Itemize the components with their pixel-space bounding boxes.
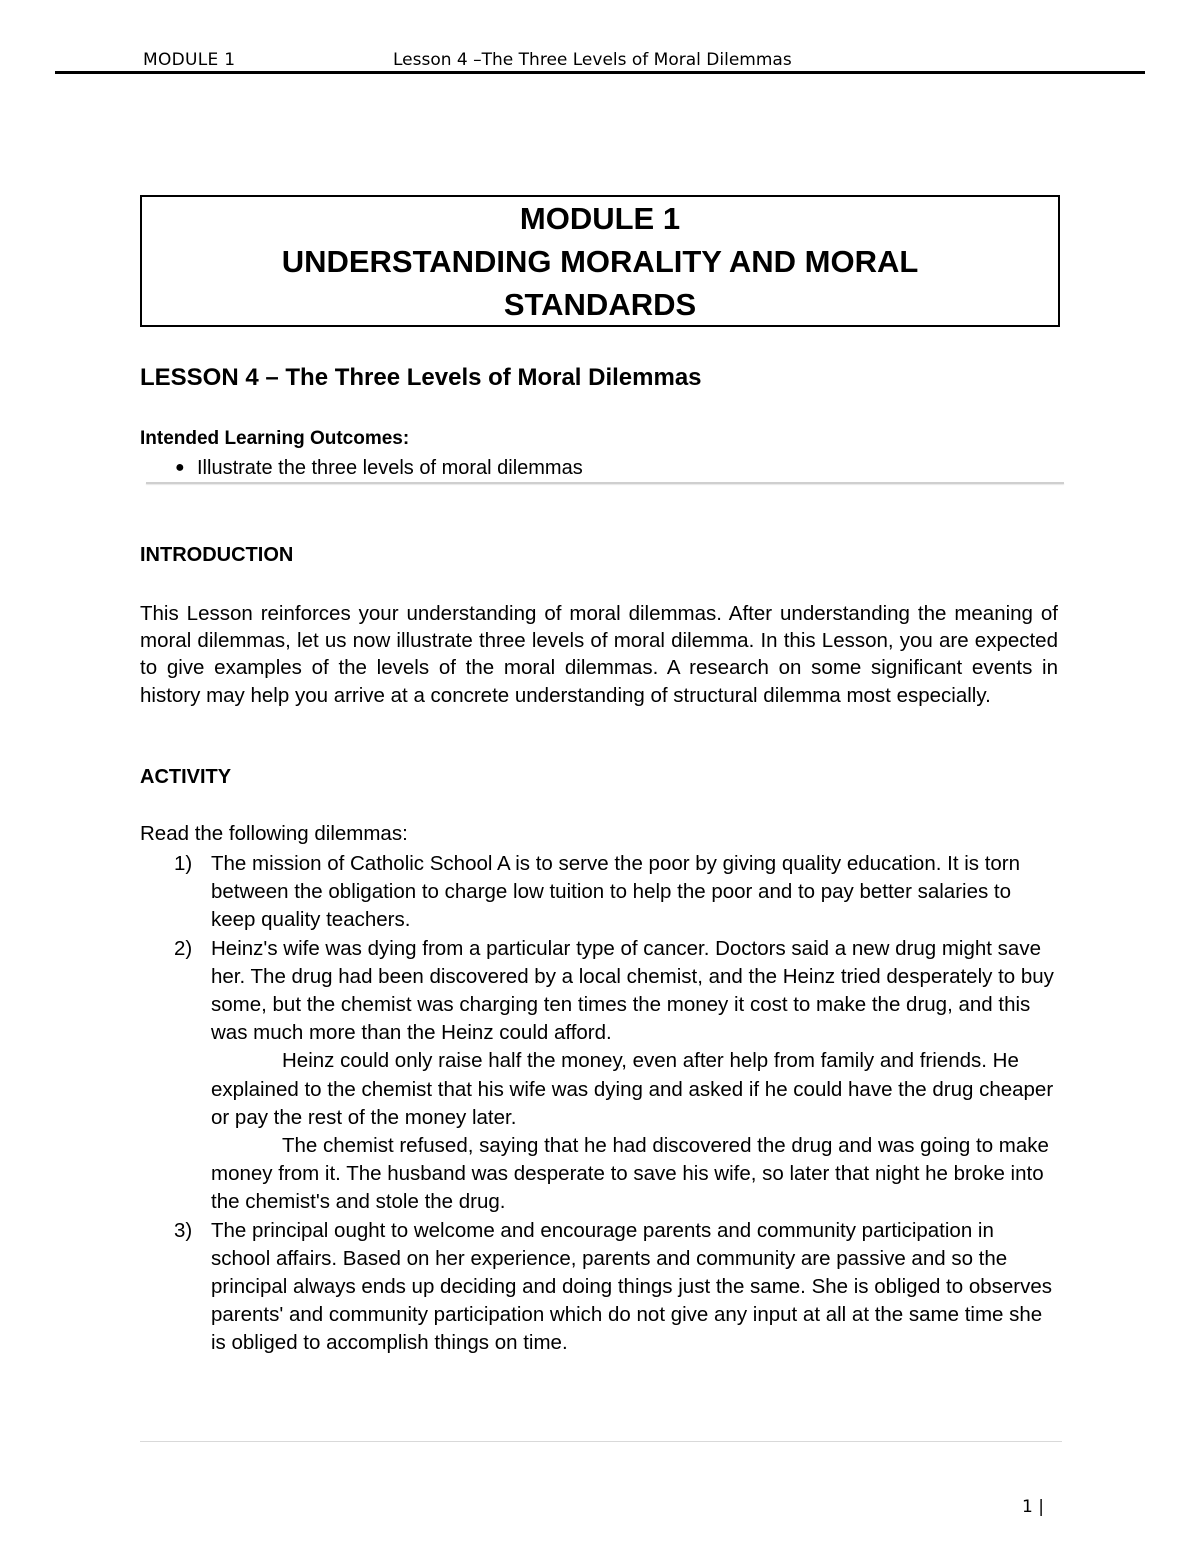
outcomes-heading: Intended Learning Outcomes: bbox=[140, 428, 410, 449]
dilemma-paragraph: The chemist refused, saying that he had discovered the drug and was going to make money from it. The husband was desperate to save his wife, so later that night he broke into the chemist's and stole the drug. bbox=[211, 1134, 1049, 1214]
outcome-item bbox=[175, 457, 583, 480]
bullet-icon: ● bbox=[175, 459, 185, 476]
module-title-box bbox=[140, 195, 1060, 327]
dilemma-item-2 bbox=[140, 935, 1058, 1217]
introduction-heading: INTRODUCTION bbox=[140, 544, 294, 566]
dilemma-paragraph: Heinz's wife was dying from a particular type of cancer. Doctors said a new drug might save her. The drug had been discovered by a local chemist, and the Heinz tried desperately to buy some, but the chemist was charging ten times the money it cost to make the drug, and this was much more than the Heinz could afford. bbox=[211, 936, 1054, 1045]
dilemma-paragraph: The principal ought to welcome and encourage parents and community participation in school affairs. Based on her experience, parents and community are passive and so the principal always ends up deciding and doing things just the same. She is obliged to observes parents' and community participation which do not give any input at all at the same time she is obliged to accomplish things on time. bbox=[211, 1218, 1053, 1355]
module-title-line-2: UNDERSTANDING MORALITY AND MORAL bbox=[281, 244, 919, 279]
activity-heading: ACTIVITY bbox=[140, 766, 232, 788]
dilemma-paragraph: Heinz could only raise half the money, even after help from family and friends. He explained to the chemist that his wife was dying and asked if he could have the drug cheaper or pay the rest of the money later. bbox=[211, 1049, 1054, 1129]
dilemma-paragraph: The mission of Catholic School A is to serve the poor by giving quality education. It is torn between the obligation to charge low tuition to help the poor and to pay better salaries to keep quality teachers. bbox=[211, 852, 1021, 932]
introduction-body: This Lesson reinforces your understanding of moral dilemmas. After understanding the meaning of moral dilemmas, let us now illustrate three levels of moral dilemma. In this Lesson, you are expected to give examples of the levels of the moral dilemmas. A research on some significant events in history may help you arrive at a concrete understanding of structural dilemma most especially. bbox=[140, 602, 1058, 707]
dilemma-number: 2) bbox=[174, 936, 193, 960]
lesson-title: LESSON 4 – The Three Levels of Moral Dilemmas bbox=[140, 364, 702, 391]
dilemma-list bbox=[140, 850, 1058, 1358]
outcomes-divider bbox=[146, 482, 1064, 484]
header-module-label: MODULE 1 bbox=[143, 50, 236, 70]
module-title-line-1: MODULE 1 bbox=[519, 201, 681, 236]
dilemma-item-1 bbox=[140, 850, 1058, 935]
dilemma-number: 1) bbox=[174, 852, 193, 875]
header-rule bbox=[55, 71, 1145, 74]
footer-rule bbox=[140, 1441, 1062, 1442]
module-title-line-3: STANDARDS bbox=[503, 287, 697, 322]
activity-lead: Read the following dilemmas: bbox=[140, 822, 408, 845]
outcome-text: Illustrate the three levels of moral dilemmas bbox=[197, 457, 583, 479]
header-lesson-label: Lesson 4 –The Three Levels of Moral Dilemmas bbox=[393, 50, 792, 70]
page-number: 1 | bbox=[1022, 1497, 1044, 1517]
dilemma-number: 3) bbox=[174, 1218, 193, 1242]
dilemma-item-3 bbox=[140, 1217, 1058, 1358]
